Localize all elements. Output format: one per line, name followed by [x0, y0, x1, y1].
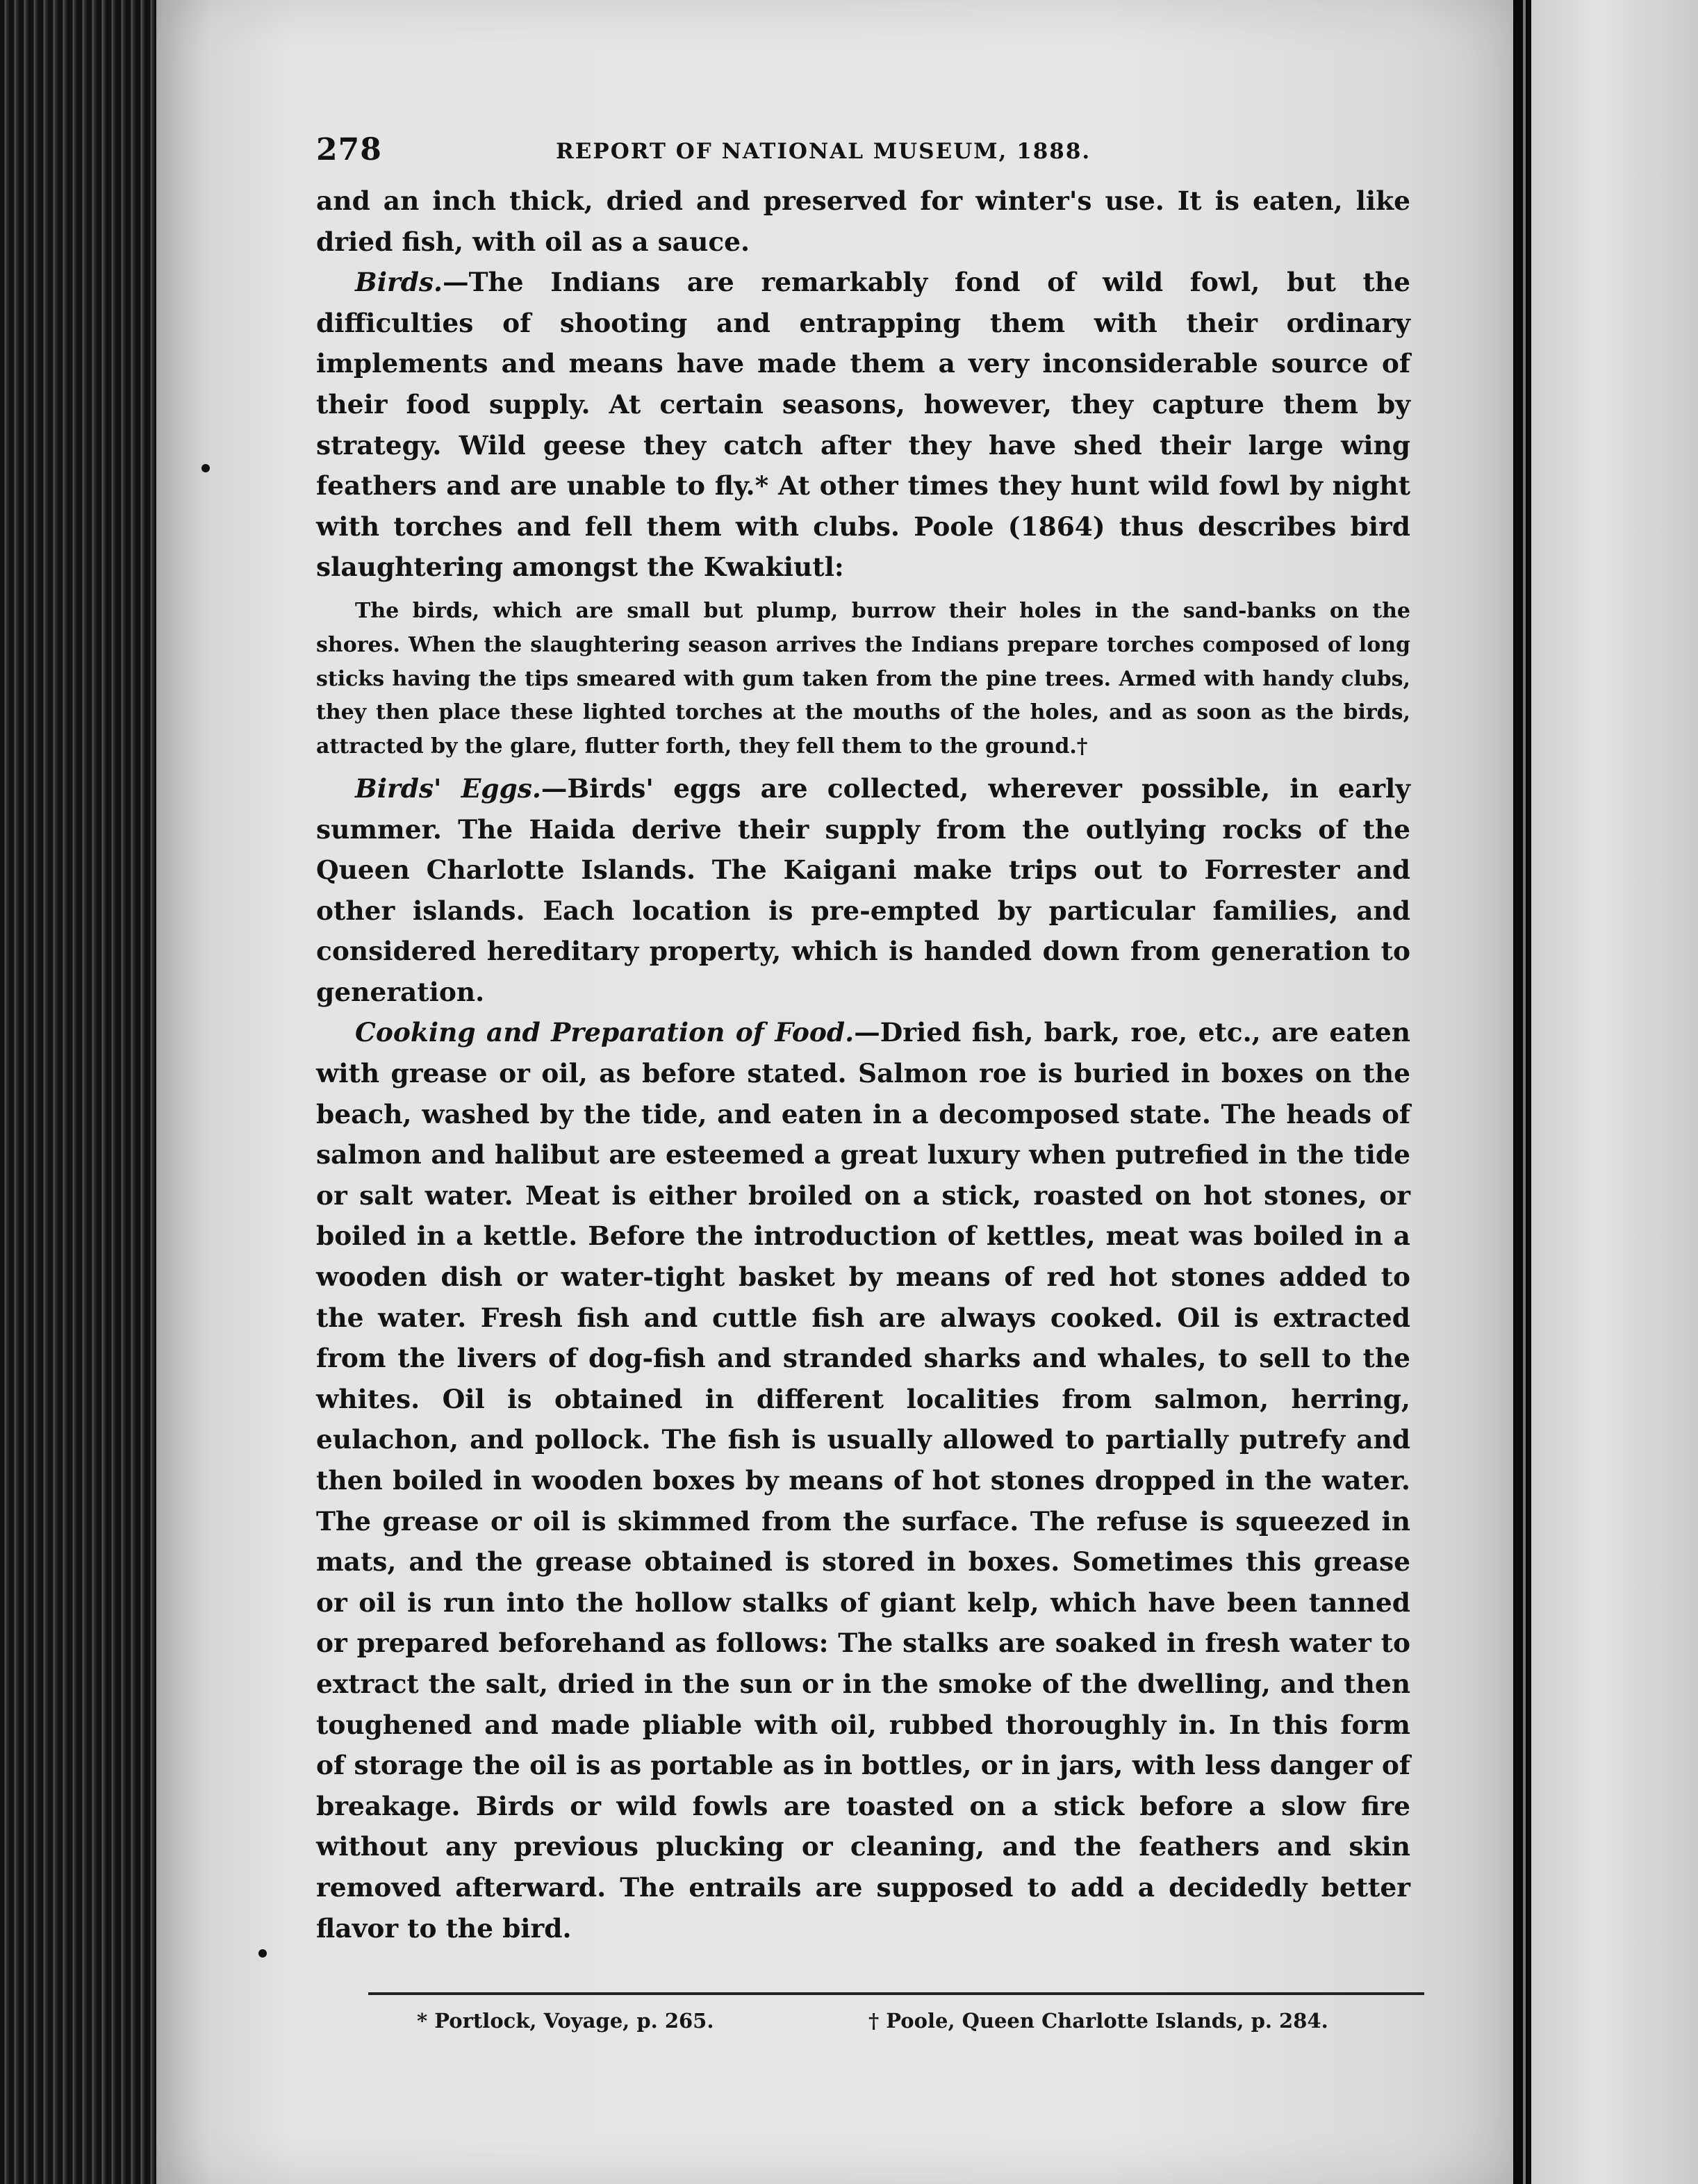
section-heading-birds-eggs: Birds' Eggs. [355, 772, 541, 804]
facing-page [1531, 0, 1698, 2184]
block-quote-poole: The birds, which are small but plump, burrow their holes in the sand-banks on the shores. When the slaughtering season arrives the Indians prepare torches composed of long sticks having the tips smeared with gum taken from the pine trees. Armed with handy clubs, they then place these lighted torches at the mouths of the holes, and as soon as the birds, attracted by the glare, flutter forth, they fell them to the ground.† [316, 598, 1410, 759]
birds-text: —The Indians are remarkably fond of wild fowl, but the difficulties of shooting and entrapping them with their ordinary implements and means have made them a very inconsiderable source of their food supply. At certain seasons, however, they capture them by strategy. Wild geese they catch after they have shed their large wing feathers and are unable to fly.* At other times they hunt wild fowl by night with torches and fell them with clubs. Poole (1864) thus describes bird slaughtering amongst the Kwakiutl: [316, 267, 1410, 583]
page-block-edges [0, 0, 160, 2184]
paragraph-birds-eggs [316, 768, 1410, 1013]
section-heading-cooking: Cooking and Preparation of Food. [355, 1017, 855, 1048]
footnote-poole: † Poole, Queen Charlotte Islands, p. 284. [868, 2009, 1328, 2033]
paragraph-birds [316, 262, 1410, 588]
section-heading-birds: Birds. [355, 267, 443, 298]
running-title: REPORT OF NATIONAL MUSEUM, 1888. [556, 139, 1091, 164]
paragraph-continuation: and an inch thick, dried and preserved for winter's use. It is eaten, like dried fish, with oil as a sauce. [316, 185, 1410, 257]
running-head [316, 132, 1410, 181]
page-number: 278 [316, 132, 382, 167]
cooking-text: —Dried fish, bark, roe, etc., are eaten with grease or oil, as before stated. Salmon roe is buried in boxes on the beach, washed by the tide, and eaten in a decomposed state. The heads of salmon and halibut are esteemed a great luxury when putrefied in the tide or salt water. Meat is either broiled on a stick, roasted on hot stones, or boiled in a kettle. Before the introduction of kettles, meat was boiled in a wooden dish or water-tight basket by means of red hot stones added to the water. Fresh fish and cuttle fish are always cooked. Oil is extracted from the livers of dog-fish and stranded sharks and whales, to sell to the whites. Oil is obtained in different localities from salmon, herring, eulachon, and pollock. The fish is usually allowed to partially putrefy and then boiled in wooden boxes by means of hot stones dropped in the water. The grease or oil is skimmed from the surface. The refuse is squeezed in mats, and the grease obtained is stored in boxes. Sometimes this grease or oil is run into the hollow stalks of giant kelp, which have been tanned or prepared beforehand as follows: The stalks are soaked in fresh water to extract the salt, dried in the sun or in the smoke of the dwelling, and then toughened and made pliable with oil, rubbed thoroughly in. In this form of storage the oil is as portable as in bottles, or in jars, with less danger of breakage. Birds or wild fowls are toasted on a stick before a slow fire without any previous plucking or cleaning, and the feathers and skin removed afterward. The entrails are supposed to add a decidedly better flavor to the bird. [316, 1017, 1410, 1944]
ink-speck [201, 464, 210, 472]
paragraph-cooking [316, 1012, 1410, 1949]
footnote-portlock: * Portlock, Voyage, p. 265. [417, 2009, 714, 2033]
birds-eggs-text: —Birds' eggs are collected, wherever possible, in early summer. The Haida derive their supply from the outlying rocks of the Queen Charlotte Islands. The Kaigani make trips out to Forrester and other islands. Each location is pre-empted by particular families, and considered hereditary property, which is handed down from generation to generation. [316, 772, 1410, 1007]
book-gutter [1513, 0, 1531, 2184]
ink-speck [258, 1949, 267, 1958]
facing-page-edge [1523, 0, 1526, 2184]
page-text-block [316, 132, 1410, 1949]
footnote-rule [368, 1992, 1424, 1995]
